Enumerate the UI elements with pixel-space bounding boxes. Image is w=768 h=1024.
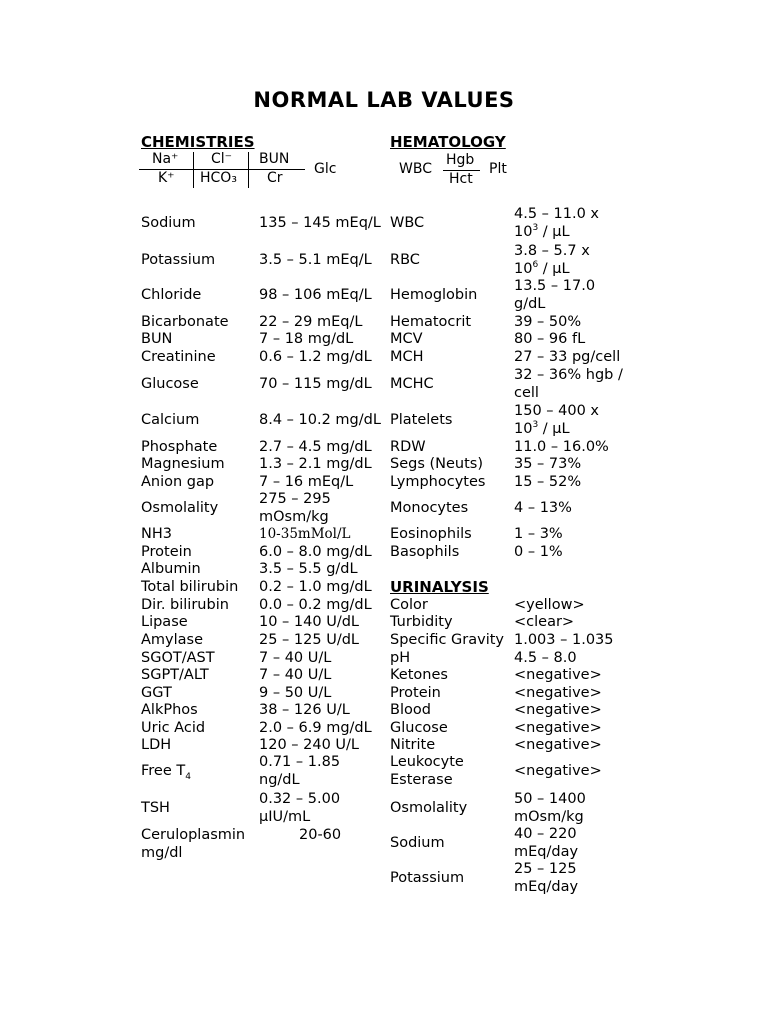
urinalysis-label [390, 649, 410, 667]
urinalysis-label [390, 701, 431, 719]
chemistry-value: 275 – 295 [259, 491, 331, 507]
chemistry-value: 98 – 106 mEq/L [259, 287, 372, 303]
urinalysis-label: Esterase [390, 772, 453, 788]
hematology-value: 11.0 – 16.0% [514, 439, 609, 455]
urinalysis-label-text: Turbidity [390, 614, 453, 630]
chemistry-value: 25 – 125 U/dL [259, 632, 359, 648]
chemistry-label-text: SGPT/ALT [141, 667, 209, 683]
chemistry-label [141, 631, 203, 649]
urinalysis-label-text: Blood [390, 702, 431, 718]
chemistry-label-text: Creatinine [141, 349, 216, 365]
chemistry-label [141, 799, 170, 817]
chemistry-value-line2: ng/dL [259, 772, 300, 788]
chemistry-label [141, 473, 214, 491]
chemistry-label-text: Bicarbonate [141, 314, 229, 330]
chemistry-value: 2.7 – 4.5 mg/dL [259, 439, 372, 455]
fishbone-k: K⁺ [158, 170, 175, 186]
chemistry-value: 6.0 – 8.0 mg/dL [259, 544, 372, 560]
chemistry-label-text: Total bilirubin [141, 579, 239, 595]
chemistry-label [141, 701, 198, 719]
urinalysis-value: <yellow> [514, 597, 585, 613]
chemistry-label-text: Magnesium [141, 456, 225, 472]
urinalysis-value: <negative> [514, 763, 602, 779]
hematology-label-text: WBC [390, 215, 425, 231]
chemistry-label-text: Potassium [141, 252, 216, 268]
urinalysis-value: 1.003 – 1.035 [514, 632, 614, 648]
chemistry-label-text: Uric Acid [141, 720, 206, 736]
chemistry-label [141, 719, 205, 737]
chemistry-value: 7 – 18 mg/dL [259, 331, 354, 347]
chemistry-value-line2: µIU/mL [259, 809, 311, 825]
chemistry-label-text: Osmolality [141, 500, 219, 516]
urinalysis-label-text: pH [390, 650, 411, 666]
chemistry-label [141, 762, 191, 780]
chemistry-label [141, 826, 245, 844]
chemistry-value: 38 – 126 U/L [259, 702, 350, 718]
chemistry-label-text: Glucose [141, 376, 199, 392]
urinalysis-heading: URINALYSIS [390, 578, 489, 596]
fishbone-hgb-hct-line [443, 170, 480, 171]
hematology-label-text: Platelets [390, 412, 453, 428]
chemistry-label [141, 214, 196, 232]
chemistry-label [141, 375, 199, 393]
chemistry-label [141, 666, 209, 684]
hematology-label-text: RBC [390, 252, 420, 268]
urinalysis-label [390, 719, 448, 737]
chemistry-label [141, 411, 199, 429]
hematology-label [390, 313, 471, 331]
chemistry-label-text: SGOT/AST [141, 650, 215, 666]
chemistry-label [141, 649, 215, 667]
chemistry-label-text: Calcium [141, 412, 200, 428]
fishbone-bun: BUN [259, 151, 290, 167]
hematology-value: 39 – 50% [514, 314, 582, 330]
hematology-label [390, 330, 423, 348]
chemistry-label-text: LDH [141, 737, 172, 753]
chemistry-label [141, 251, 215, 269]
urinalysis-value-line2: mEq/day [514, 844, 579, 860]
hematology-heading: HEMATOLOGY [390, 133, 506, 151]
hematology-label [390, 286, 477, 304]
page-title: NORMAL LAB VALUES [253, 88, 515, 112]
chemistry-label-text: Anion gap [141, 474, 215, 490]
chemistry-label [141, 560, 201, 578]
fishbone-divider-2 [248, 152, 249, 188]
fishbone-na: Na⁺ [152, 151, 179, 167]
hematology-label [390, 348, 424, 366]
value-base: 10 [514, 421, 533, 437]
hematology-value-line2 [514, 420, 570, 438]
hematology-label [390, 438, 426, 456]
urinalysis-value: <clear> [514, 614, 575, 630]
chemistry-value: 9 – 50 U/L [259, 685, 332, 701]
chemistry-label [141, 684, 172, 702]
chemistry-label-text: GGT [141, 685, 172, 701]
hematology-label-text: MCV [390, 331, 423, 347]
fishbone-hco3: HCO₃ [200, 170, 237, 186]
chemistry-label [141, 499, 218, 517]
chemistry-label-text: Albumin [141, 561, 201, 577]
chemistry-value: 0.32 – 5.00 [259, 791, 341, 807]
urinalysis-value: <negative> [514, 737, 602, 753]
fishbone-divider-1 [193, 152, 194, 188]
hematology-value: 27 – 33 pg/cell [514, 349, 621, 365]
value-base: 10 [514, 224, 533, 240]
urinalysis-value: 25 – 125 [514, 861, 577, 877]
hematology-label-text: Basophils [390, 544, 460, 560]
chemistry-value: 0.0 – 0.2 mg/dL [259, 597, 372, 613]
chemistries-heading: CHEMISTRIES [141, 133, 255, 151]
hematology-value-line2 [514, 260, 570, 278]
chemistry-label [141, 286, 201, 304]
chemistry-value: 7 – 40 U/L [259, 650, 332, 666]
value-exponent: 6 [532, 260, 539, 271]
chemistry-label-text: Dir. bilirubin [141, 597, 229, 613]
chemistry-label [141, 543, 192, 561]
urinalysis-value: <negative> [514, 702, 602, 718]
urinalysis-label [390, 666, 448, 684]
chemistry-value: 22 – 29 mEq/L [259, 314, 363, 330]
chemistry-value: 120 – 240 U/L [259, 737, 360, 753]
chemistry-label-text: NH3 [141, 526, 172, 542]
urinalysis-label [390, 631, 504, 649]
hematology-label [390, 251, 420, 269]
urinalysis-label [390, 613, 453, 631]
chemistry-label [141, 348, 216, 366]
fishbone-plt: Plt [489, 161, 507, 177]
urinalysis-value: 4.5 – 8.0 [514, 650, 577, 666]
hematology-label [390, 375, 434, 393]
urinalysis-label [390, 869, 464, 887]
fishbone-cr: Cr [267, 170, 283, 186]
chemistry-label-text: Chloride [141, 287, 202, 303]
chemistry-value: 3.5 – 5.5 g/dL [259, 561, 358, 577]
hematology-value: 0 – 1% [514, 544, 563, 560]
hematology-value: 3.8 – 5.7 x [514, 243, 590, 259]
urinalysis-label [390, 736, 435, 754]
fishbone-horizontal-line [139, 169, 305, 170]
chemistry-label [141, 736, 171, 754]
hematology-label-text: RDW [390, 439, 426, 455]
hematology-label-text: Lymphocytes [390, 474, 486, 490]
urinalysis-label-text: Nitrite [390, 737, 436, 753]
chemistry-label-text: Amylase [141, 632, 204, 648]
hematology-label [390, 543, 459, 561]
chemistry-value: 135 – 145 mEq/L [259, 215, 381, 231]
chemistry-label-text: Phosphate [141, 439, 218, 455]
urinalysis-label [390, 596, 428, 614]
hematology-label [390, 455, 483, 473]
chemistry-value: 0.6 – 1.2 mg/dL [259, 349, 372, 365]
hematology-value: 13.5 – 17.0 [514, 278, 596, 294]
hematology-value: 1 – 3% [514, 526, 563, 542]
chemistry-value: 0.71 – 1.85 [259, 754, 341, 770]
urinalysis-value: 50 – 1400 [514, 791, 586, 807]
chemistry-label-text: AlkPhos [141, 702, 198, 718]
urinalysis-value: <negative> [514, 667, 602, 683]
hematology-label-text: Segs (Neuts) [390, 456, 484, 472]
hematology-value: 4 – 13% [514, 500, 572, 516]
urinalysis-label-text: Osmolality [390, 800, 468, 816]
hematology-label-text: MCHC [390, 376, 434, 392]
hematology-label [390, 214, 424, 232]
chemistry-label-text: Lipase [141, 614, 188, 630]
chemistry-label-line2: mg/dl [141, 845, 183, 861]
fishbone-hct: Hct [449, 171, 473, 187]
chemistry-value-line2: mOsm/kg [259, 509, 329, 525]
chemistry-label [141, 525, 172, 543]
chemistry-label-text: Sodium [141, 215, 196, 231]
hematology-value-line2: cell [514, 385, 539, 401]
urinalysis-label [390, 799, 467, 817]
urinalysis-label-text: Potassium [390, 870, 465, 886]
urinalysis-value: <negative> [514, 720, 602, 736]
chemistry-label [141, 578, 238, 596]
chemistry-label-text: Protein [141, 544, 192, 560]
chemistry-label-text: TSH [141, 800, 170, 816]
value-exponent: 3 [532, 420, 539, 431]
chemistry-value: 8.4 – 10.2 mg/dL [259, 412, 381, 428]
fishbone-hgb: Hgb [446, 152, 475, 168]
chemistry-label-text: Ceruloplasmin [141, 827, 246, 843]
chemistry-value: 20-60 [299, 827, 342, 843]
hematology-value: 35 – 73% [514, 456, 582, 472]
hematology-value-line2: g/dL [514, 296, 546, 312]
hematology-label-text: MCH [390, 349, 424, 365]
urinalysis-label-text: Specific Gravity [390, 632, 505, 648]
urinalysis-value-line2: mOsm/kg [514, 809, 584, 825]
hematology-value-line2 [514, 223, 570, 241]
chemistry-value: 7 – 16 mEq/L [259, 474, 354, 490]
urinalysis-label-text: Color [390, 597, 428, 613]
hematology-value: 4.5 – 11.0 x [514, 206, 600, 222]
urinalysis-label-text: Glucose [390, 720, 448, 736]
chemistry-value: 1.3 – 2.1 mg/dL [259, 456, 372, 472]
chemistry-label [141, 596, 229, 614]
fishbone-cl: Cl⁻ [211, 151, 233, 167]
chemistry-label [141, 613, 188, 631]
hematology-value: 80 – 96 fL [514, 331, 586, 347]
value-exponent: 3 [532, 223, 539, 234]
chemistry-label-text: BUN [141, 331, 173, 347]
hematology-label [390, 499, 468, 517]
value-unit: / µL [538, 224, 570, 240]
hematology-value: 150 – 400 x [514, 403, 600, 419]
chemistry-value: 2.0 – 6.9 mg/dL [259, 720, 372, 736]
hematology-label [390, 411, 452, 429]
chemistry-label [141, 330, 172, 348]
urinalysis-value: <negative> [514, 685, 602, 701]
urinalysis-label [390, 834, 445, 852]
fishbone-glc: Glc [314, 161, 337, 177]
hematology-label [390, 473, 485, 491]
fishbone-wbc: WBC [399, 161, 432, 177]
chemistry-value: 10-35mMol/L [259, 526, 351, 542]
value-base: 10 [514, 261, 533, 277]
chemistry-value: 70 – 115 mg/dL [259, 376, 372, 392]
urinalysis-label [390, 684, 441, 702]
hematology-label [390, 525, 472, 543]
chemistry-value: 10 – 140 U/dL [259, 614, 359, 630]
chemistry-label [141, 438, 217, 456]
urinalysis-label: Leukocyte [390, 754, 464, 770]
value-unit: / µL [538, 261, 570, 277]
chemistry-value: 7 – 40 U/L [259, 667, 332, 683]
chemistry-label [141, 455, 225, 473]
urinalysis-value: 40 – 220 [514, 826, 577, 842]
chemistry-value: 3.5 – 5.1 mEq/L [259, 252, 372, 268]
hematology-value: 32 – 36% hgb / [514, 367, 623, 383]
urinalysis-label-text: Protein [390, 685, 441, 701]
chemistry-value: 0.2 – 1.0 mg/dL [259, 579, 372, 595]
chemistry-label-text: Free T [141, 763, 186, 779]
hematology-label-text: Monocytes [390, 500, 469, 516]
value-unit: / µL [538, 421, 570, 437]
hematology-label-text: Eosinophils [390, 526, 472, 542]
hematology-value: 15 – 52% [514, 474, 582, 490]
chemistry-label [141, 313, 229, 331]
hematology-label-text: Hemoglobin [390, 287, 478, 303]
urinalysis-label-text: Ketones [390, 667, 448, 683]
urinalysis-value-line2: mEq/day [514, 879, 579, 895]
urinalysis-label-text: Sodium [390, 835, 445, 851]
chemistry-label-subscript: 4 [185, 771, 191, 782]
hematology-label-text: Hematocrit [390, 314, 472, 330]
